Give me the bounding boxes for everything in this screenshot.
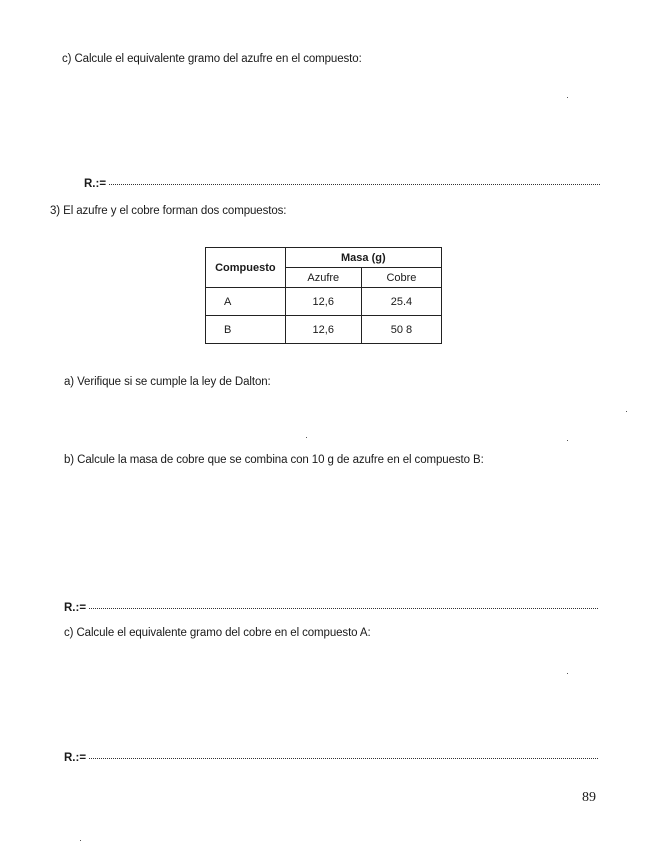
question-c-sulfur: c) Calcule el equivalente gramo del azufre en el compuesto: xyxy=(62,53,362,65)
scan-speck xyxy=(567,97,568,98)
dotted-line xyxy=(109,183,600,185)
compounds-table xyxy=(205,247,442,344)
question-a: a) Verifique si se cumple la ley de Dalton: xyxy=(64,376,271,388)
scan-speck xyxy=(80,840,81,841)
dotted-line xyxy=(89,757,598,759)
cell-compuesto: B xyxy=(206,316,286,344)
scan-speck xyxy=(626,411,627,412)
answer-line-3 xyxy=(64,752,598,764)
question-3: 3) El azufre y el cobre forman dos compuestos: xyxy=(50,205,287,217)
dotted-line xyxy=(89,607,598,609)
question-b: b) Calcule la masa de cobre que se combina con 10 g de azufre en el compuesto B: xyxy=(64,454,484,466)
answer-label: R.:= xyxy=(84,178,107,190)
cell-azufre: 12,6 xyxy=(285,288,361,316)
scan-speck xyxy=(567,440,568,441)
table-row xyxy=(206,288,442,316)
cell-azufre: 12,6 xyxy=(285,316,361,344)
header-azufre: Azufre xyxy=(285,268,361,288)
answer-label: R.:= xyxy=(64,752,87,764)
header-masa: Masa (g) xyxy=(285,248,441,268)
scan-speck xyxy=(306,437,307,438)
cell-cobre: 25.4 xyxy=(361,288,441,316)
cell-compuesto: A xyxy=(206,288,286,316)
answer-line-1 xyxy=(84,178,600,190)
answer-line-2 xyxy=(64,602,598,614)
cell-cobre: 50 8 xyxy=(361,316,441,344)
page-number: 89 xyxy=(582,790,596,805)
question-c-copper: c) Calcule el equivalente gramo del cobre en el compuesto A: xyxy=(64,627,371,639)
scan-speck xyxy=(567,673,568,674)
answer-label: R.:= xyxy=(64,602,87,614)
header-compuesto: Compuesto xyxy=(206,248,286,288)
header-cobre: Cobre xyxy=(361,268,441,288)
table-row xyxy=(206,316,442,344)
